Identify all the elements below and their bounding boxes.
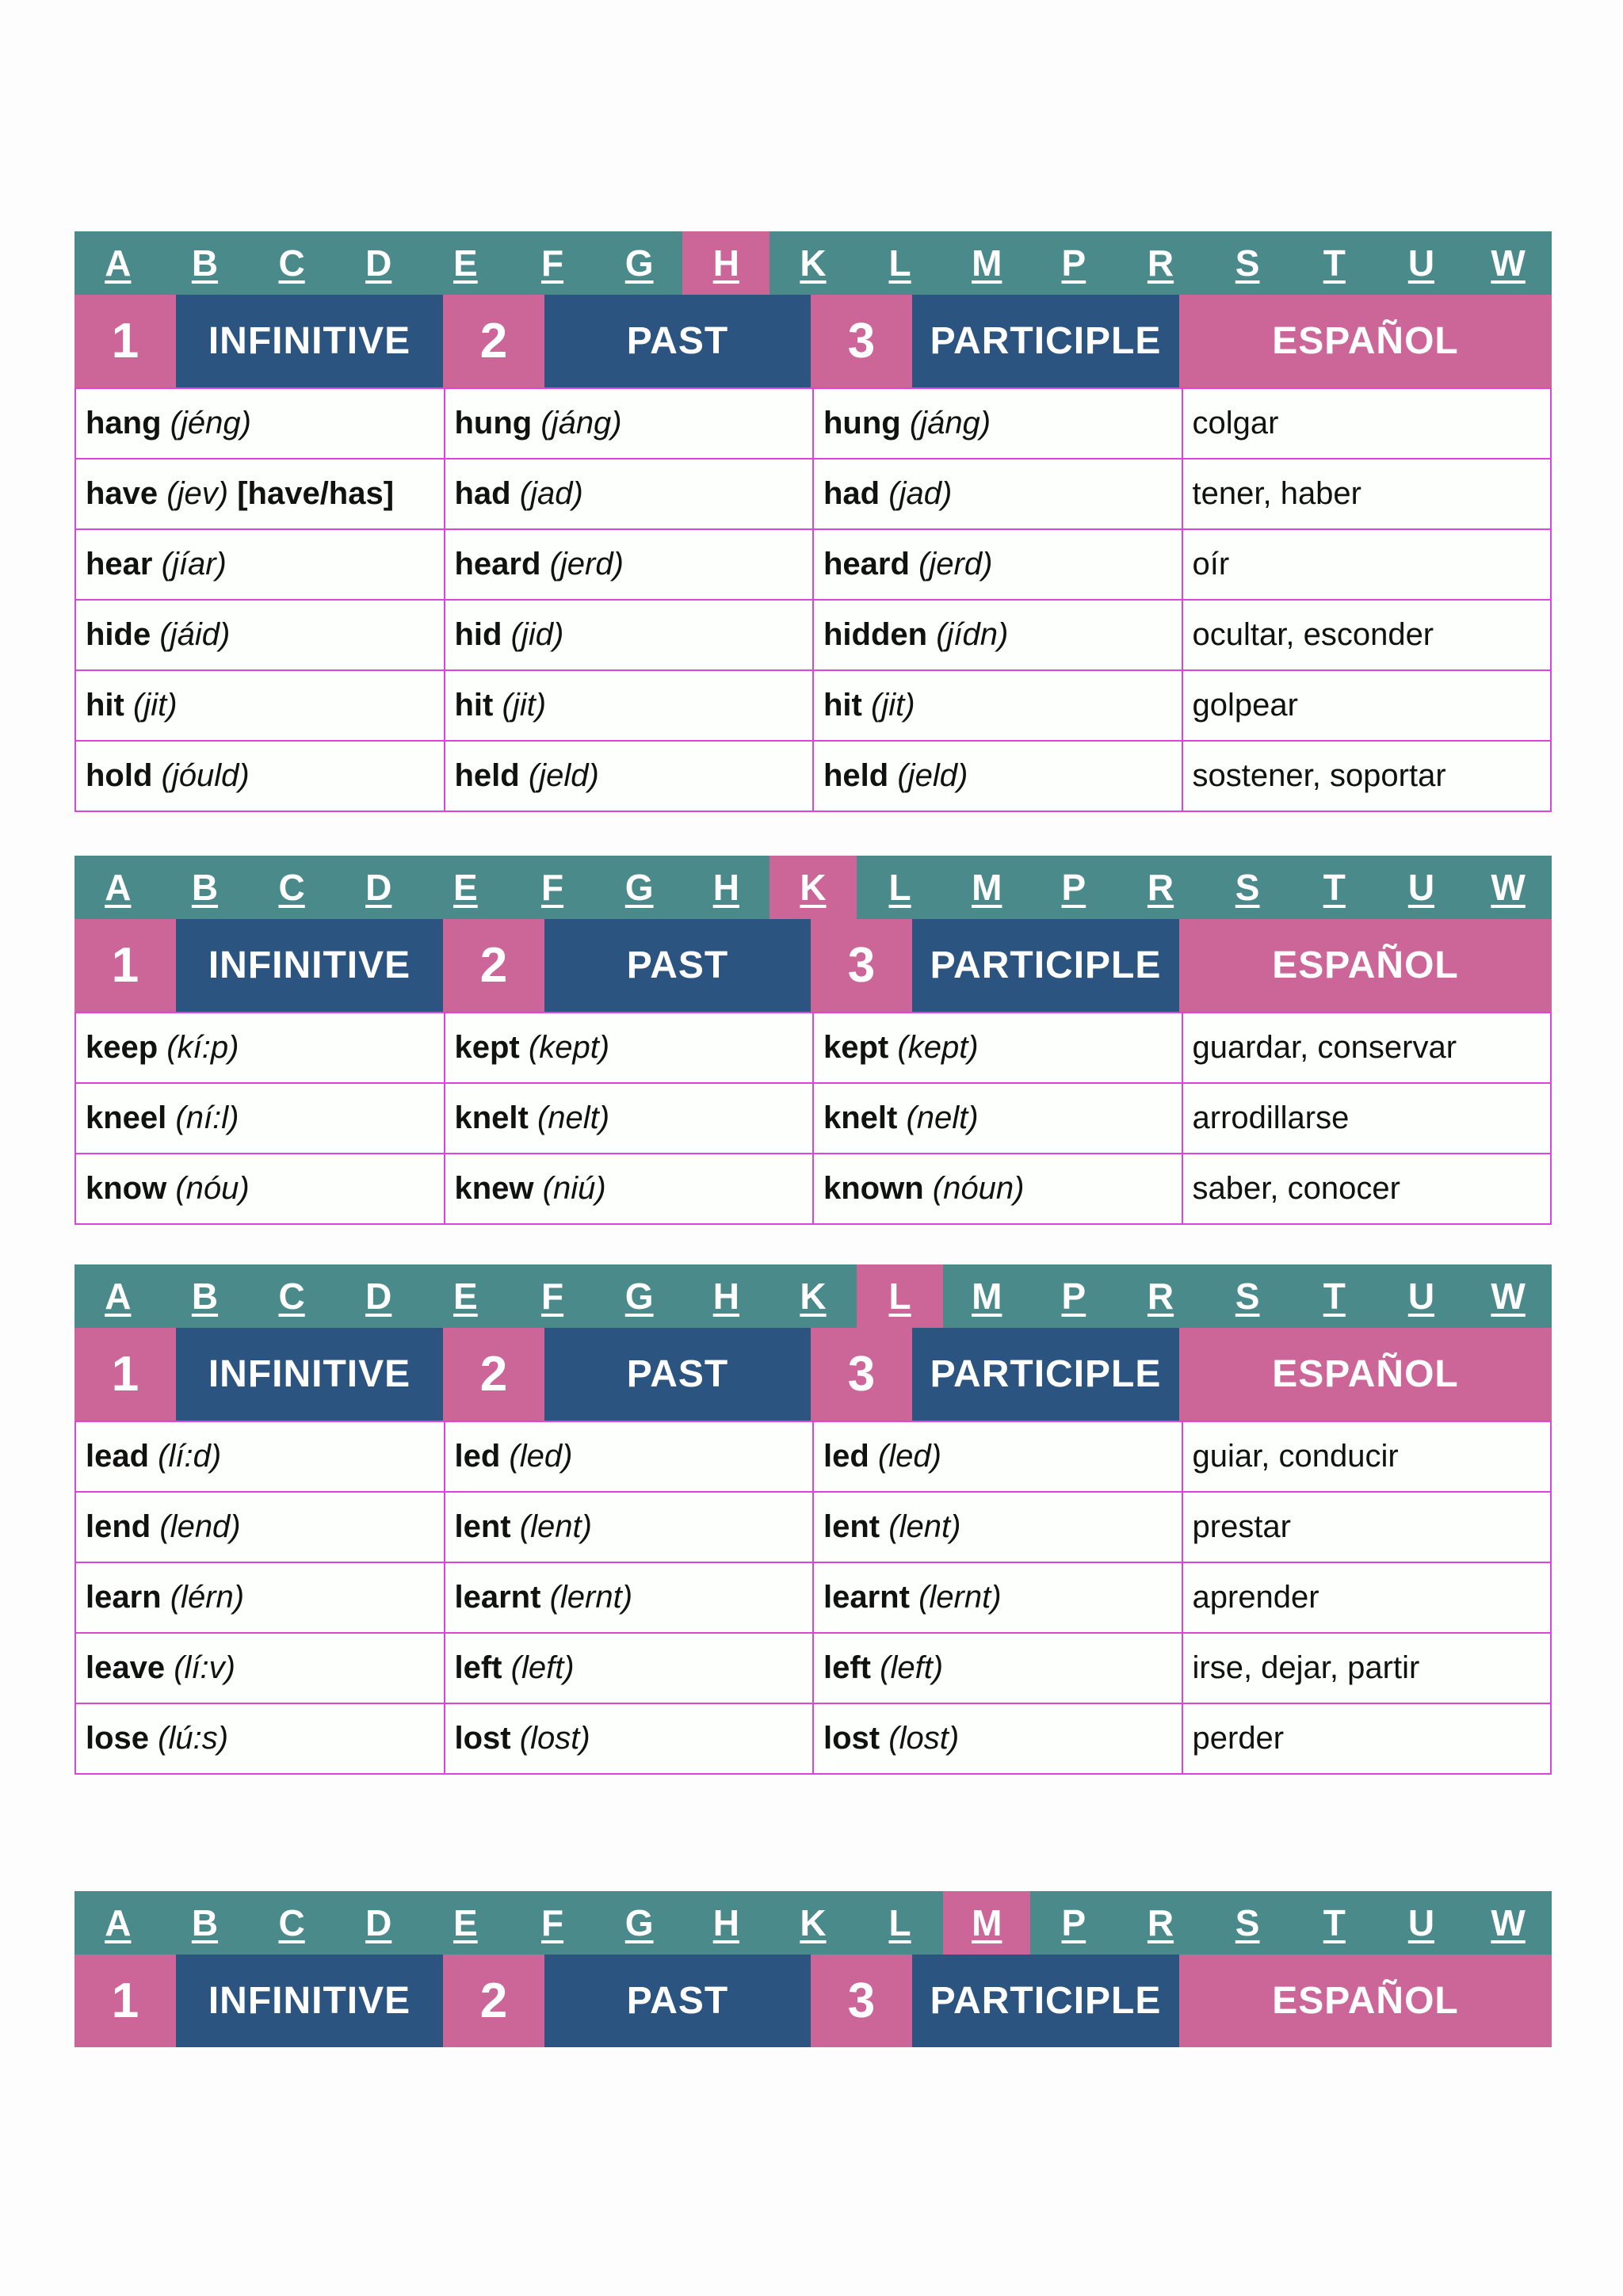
participle-cell [813, 1013, 1182, 1083]
header-infinitive: INFINITIVE [176, 295, 443, 387]
pronunciation: (jáng) [909, 406, 991, 441]
letter-link-w[interactable]: W [1491, 1902, 1526, 1943]
pronunciation: (lernt) [918, 1580, 1002, 1615]
pronunciation: (jev) [166, 476, 229, 511]
letter-link-u[interactable]: U [1407, 1902, 1435, 1943]
verb-word: hidden [823, 617, 928, 652]
letter-link-t[interactable]: T [1323, 242, 1346, 284]
letter-link-p[interactable]: P [1061, 242, 1086, 284]
espanol-cell: aprender [1182, 1562, 1552, 1633]
infinitive-cell [75, 1421, 445, 1492]
letter-link-g[interactable]: G [624, 1902, 654, 1943]
verb-word: lent [823, 1509, 880, 1544]
pronunciation: (jit) [871, 688, 915, 723]
infinitive-cell [75, 741, 445, 811]
pronunciation: (jit) [133, 688, 178, 723]
header-num-3: 3 [811, 919, 912, 1012]
verb-word: held [454, 758, 520, 793]
pronunciation: (lí:d) [158, 1439, 222, 1474]
verb-word: hide [86, 617, 151, 652]
past-cell [445, 1083, 814, 1154]
letter-link-m[interactable]: M [972, 867, 1002, 908]
pronunciation: (lent) [888, 1509, 961, 1544]
table-row [75, 670, 1551, 741]
pronunciation: (lost) [519, 1721, 590, 1756]
past-cell [445, 670, 814, 741]
verb-table [74, 1012, 1552, 1225]
table-row [75, 388, 1551, 459]
letter-link-m[interactable]: M [943, 1891, 1030, 1955]
espanol-cell: golpear [1182, 670, 1552, 741]
letter-link-k[interactable]: K [800, 1902, 827, 1943]
past-cell [445, 459, 814, 529]
letter-link-p[interactable]: P [1061, 1276, 1086, 1317]
letter-link-w[interactable]: W [1491, 242, 1526, 284]
pronunciation: (lí:v) [174, 1650, 235, 1685]
espanol-cell: irse, dejar, partir [1182, 1633, 1552, 1703]
letter-link-e[interactable]: E [453, 867, 478, 908]
letter-link-g[interactable]: G [624, 867, 654, 908]
pronunciation: (jídn) [936, 617, 1009, 652]
espanol-cell: guiar, conducir [1182, 1421, 1552, 1492]
past-cell [445, 388, 814, 459]
verb-word: leave [86, 1650, 166, 1685]
letter-link-d[interactable]: D [365, 1902, 392, 1943]
letter-link-r[interactable]: R [1147, 1276, 1174, 1317]
table-row [75, 1421, 1551, 1492]
verb-forms-note: [have/has] [237, 476, 395, 511]
infinitive-cell [75, 1562, 445, 1633]
verb-table [74, 387, 1552, 812]
infinitive-cell [75, 1154, 445, 1224]
letter-link-g[interactable]: G [624, 242, 654, 284]
letter-link-d[interactable]: D [365, 242, 392, 284]
letter-link-a[interactable]: A [105, 1276, 132, 1317]
letter-link-g[interactable]: G [624, 1276, 654, 1317]
verb-word: held [823, 758, 889, 793]
pronunciation: (nelt) [906, 1100, 979, 1135]
pronunciation: (jáid) [159, 617, 231, 652]
table-row [75, 1492, 1551, 1562]
pronunciation: (lernt) [549, 1580, 633, 1615]
infinitive-cell [75, 459, 445, 529]
espanol-cell: saber, conocer [1182, 1154, 1552, 1224]
pronunciation: (ní:l) [175, 1100, 239, 1135]
letter-link-h[interactable]: H [712, 1276, 739, 1317]
table-row [75, 459, 1551, 529]
pronunciation: (nóun) [932, 1171, 1025, 1206]
letter-link-m[interactable]: M [972, 1276, 1002, 1317]
letter-link-t[interactable]: T [1323, 1276, 1346, 1317]
header-num-2: 2 [443, 295, 544, 387]
letter-link-e[interactable]: E [453, 1902, 478, 1943]
participle-cell [813, 1633, 1182, 1703]
header-espanol: ESPAÑOL [1179, 295, 1552, 387]
participle-cell [813, 670, 1182, 741]
past-cell [445, 1492, 814, 1562]
past-cell [445, 741, 814, 811]
letter-link-a[interactable]: A [105, 867, 132, 908]
header-participle: PARTICIPLE [912, 919, 1179, 1012]
letter-link-u[interactable]: U [1407, 867, 1435, 908]
letter-link-e[interactable]: E [453, 242, 478, 284]
table-header [74, 295, 1552, 387]
header-infinitive: INFINITIVE [176, 1328, 443, 1421]
header-num-2: 2 [443, 1328, 544, 1421]
header-num-2: 2 [443, 1955, 544, 2047]
participle-cell [813, 1492, 1182, 1562]
table-header [74, 919, 1552, 1012]
verb-word: hang [86, 406, 162, 441]
verb-word: kneel [86, 1100, 167, 1135]
verb-word: had [823, 476, 880, 511]
past-cell [445, 1013, 814, 1083]
infinitive-cell [75, 529, 445, 600]
pronunciation: (jóuld) [161, 758, 250, 793]
participle-cell [813, 388, 1182, 459]
letter-link-h[interactable]: H [712, 1902, 739, 1943]
verb-word: led [823, 1439, 869, 1474]
letter-nav [74, 231, 1552, 295]
letter-link-f[interactable]: F [540, 1902, 564, 1943]
letter-link-l[interactable]: L [888, 1902, 911, 1943]
letter-link-s[interactable]: S [1235, 242, 1260, 284]
letter-link-s[interactable]: S [1235, 1902, 1260, 1943]
header-espanol: ESPAÑOL [1179, 1955, 1552, 2047]
letter-link-a[interactable]: A [105, 1902, 132, 1943]
pronunciation: (jad) [888, 476, 953, 511]
letter-link-l[interactable]: L [857, 1264, 944, 1328]
verb-word: knelt [823, 1100, 898, 1135]
verb-word: learnt [823, 1580, 910, 1615]
table-row [75, 1703, 1551, 1774]
espanol-cell: ocultar, esconder [1182, 600, 1552, 670]
table-row [75, 741, 1551, 811]
letter-link-k[interactable]: K [800, 1276, 827, 1317]
header-num-1: 1 [74, 295, 176, 387]
verb-word: known [823, 1171, 924, 1206]
participle-cell [813, 529, 1182, 600]
letter-link-w[interactable]: W [1491, 1276, 1526, 1317]
table-row [75, 1013, 1551, 1083]
letter-link-r[interactable]: R [1147, 242, 1174, 284]
header-infinitive: INFINITIVE [176, 919, 443, 1012]
header-num-3: 3 [811, 1328, 912, 1421]
participle-cell [813, 459, 1182, 529]
infinitive-cell [75, 1083, 445, 1154]
pronunciation: (lent) [519, 1509, 592, 1544]
header-past: PAST [544, 295, 811, 387]
letter-link-d[interactable]: D [365, 1276, 392, 1317]
verb-word: lost [823, 1721, 880, 1756]
letter-link-c[interactable]: C [278, 1902, 305, 1943]
pronunciation: (led) [877, 1439, 941, 1474]
verb-word: learnt [454, 1580, 541, 1615]
pronunciation: (nelt) [537, 1100, 610, 1135]
header-num-1: 1 [74, 919, 176, 1012]
espanol-cell: perder [1182, 1703, 1552, 1774]
letter-link-h[interactable]: H [712, 867, 739, 908]
pronunciation: (jerd) [549, 547, 624, 582]
infinitive-cell [75, 1703, 445, 1774]
past-cell [445, 1154, 814, 1224]
pronunciation: (jéng) [170, 406, 251, 441]
header-espanol: ESPAÑOL [1179, 1328, 1552, 1421]
letter-link-t[interactable]: T [1323, 1902, 1346, 1943]
table-header [74, 1328, 1552, 1421]
pronunciation: (jáng) [540, 406, 622, 441]
espanol-cell: guardar, conservar [1182, 1013, 1552, 1083]
infinitive-cell [75, 388, 445, 459]
pronunciation: (jit) [502, 688, 547, 723]
header-infinitive: INFINITIVE [176, 1955, 443, 2047]
verb-word: lost [454, 1721, 511, 1756]
header-num-1: 1 [74, 1955, 176, 2047]
past-cell [445, 600, 814, 670]
verb-word: hid [454, 617, 502, 652]
letter-link-w[interactable]: W [1491, 867, 1526, 908]
pronunciation: (lend) [159, 1509, 241, 1544]
pronunciation: (nóu) [175, 1171, 250, 1206]
verb-word: know [86, 1171, 167, 1206]
verb-word: hear [86, 547, 153, 582]
letter-link-u[interactable]: U [1407, 242, 1435, 284]
header-num-2: 2 [443, 919, 544, 1012]
participle-cell [813, 1421, 1182, 1492]
letter-link-p[interactable]: P [1061, 867, 1086, 908]
verb-word: heard [823, 547, 910, 582]
past-cell [445, 1562, 814, 1633]
table-row [75, 1562, 1551, 1633]
past-cell [445, 1703, 814, 1774]
verb-word: kept [454, 1030, 520, 1065]
header-num-3: 3 [811, 295, 912, 387]
letter-link-b[interactable]: B [191, 867, 219, 908]
table-row [75, 600, 1551, 670]
table-row [75, 1083, 1551, 1154]
pronunciation: (jíar) [161, 547, 227, 582]
header-participle: PARTICIPLE [912, 1328, 1179, 1421]
verb-table [74, 1421, 1552, 1775]
participle-cell [813, 1083, 1182, 1154]
verb-word: heard [454, 547, 541, 582]
pronunciation: (led) [509, 1439, 573, 1474]
pronunciation: (jid) [510, 617, 564, 652]
table-row [75, 1154, 1551, 1224]
verb-word: hit [454, 688, 494, 723]
letter-link-k[interactable]: K [769, 856, 857, 919]
letter-link-c[interactable]: C [278, 867, 305, 908]
espanol-cell: prestar [1182, 1492, 1552, 1562]
letter-link-l[interactable]: L [888, 867, 911, 908]
header-participle: PARTICIPLE [912, 295, 1179, 387]
verb-word: led [454, 1439, 501, 1474]
table-row [75, 529, 1551, 600]
verb-word: lose [86, 1721, 150, 1756]
section-h [74, 231, 1552, 812]
verb-word: lent [454, 1509, 511, 1544]
letter-link-t[interactable]: T [1323, 867, 1346, 908]
verb-word: left [454, 1650, 502, 1685]
letter-nav [74, 1264, 1552, 1328]
letter-link-c[interactable]: C [278, 1276, 305, 1317]
verb-word: hung [454, 406, 533, 441]
pronunciation: (lú:s) [158, 1721, 229, 1756]
header-num-1: 1 [74, 1328, 176, 1421]
espanol-cell: sostener, soportar [1182, 741, 1552, 811]
pronunciation: (left) [510, 1650, 575, 1685]
pronunciation: (left) [880, 1650, 944, 1685]
verb-word: hung [823, 406, 901, 441]
verb-word: hit [823, 688, 862, 723]
pronunciation: (jeld) [897, 758, 968, 793]
letter-link-b[interactable]: B [191, 242, 219, 284]
espanol-cell: tener, haber [1182, 459, 1552, 529]
pronunciation: (kept) [528, 1030, 610, 1065]
letter-link-m[interactable]: M [972, 242, 1002, 284]
infinitive-cell [75, 600, 445, 670]
letter-link-r[interactable]: R [1147, 1902, 1174, 1943]
verb-word: had [454, 476, 511, 511]
letter-nav [74, 1891, 1552, 1955]
infinitive-cell [75, 1492, 445, 1562]
pronunciation: (niú) [542, 1171, 606, 1206]
letter-link-c[interactable]: C [278, 242, 305, 284]
header-past: PAST [544, 1955, 811, 2047]
letter-link-s[interactable]: S [1235, 867, 1260, 908]
letter-link-b[interactable]: B [191, 1276, 219, 1317]
verb-word: knew [454, 1171, 534, 1206]
past-cell [445, 1421, 814, 1492]
header-past: PAST [544, 919, 811, 1012]
verb-word: hit [86, 688, 124, 723]
verb-word: lead [86, 1439, 150, 1474]
pronunciation: (jeld) [528, 758, 599, 793]
past-cell [445, 529, 814, 600]
verb-word: have [86, 476, 158, 511]
letter-link-a[interactable]: A [105, 242, 132, 284]
table-row [75, 1633, 1551, 1703]
letter-link-l[interactable]: L [888, 242, 911, 284]
letter-link-f[interactable]: F [540, 867, 564, 908]
table-header [74, 1955, 1552, 2047]
header-participle: PARTICIPLE [912, 1955, 1179, 2047]
section-k [74, 856, 1552, 1225]
letter-link-p[interactable]: P [1061, 1902, 1086, 1943]
pronunciation: (jerd) [918, 547, 993, 582]
verb-word: keep [86, 1030, 158, 1065]
header-espanol: ESPAÑOL [1179, 919, 1552, 1012]
infinitive-cell [75, 670, 445, 741]
letter-link-f[interactable]: F [540, 1276, 564, 1317]
pronunciation: (kept) [897, 1030, 979, 1065]
participle-cell [813, 1703, 1182, 1774]
header-num-3: 3 [811, 1955, 912, 2047]
pronunciation: (lérn) [170, 1580, 245, 1615]
espanol-cell: oír [1182, 529, 1552, 600]
espanol-cell: colgar [1182, 388, 1552, 459]
section-m [74, 1891, 1552, 2047]
letter-link-h[interactable]: H [682, 231, 769, 295]
participle-cell [813, 1562, 1182, 1633]
letter-link-d[interactable]: D [365, 867, 392, 908]
verb-word: hold [86, 758, 153, 793]
letter-link-k[interactable]: K [800, 242, 827, 284]
verb-word: knelt [454, 1100, 529, 1135]
section-l [74, 1264, 1552, 1775]
participle-cell [813, 600, 1182, 670]
verb-word: learn [86, 1580, 162, 1615]
letter-link-r[interactable]: R [1147, 867, 1174, 908]
letter-link-e[interactable]: E [453, 1276, 478, 1317]
verb-word: lend [86, 1509, 151, 1544]
verb-word: kept [823, 1030, 889, 1065]
espanol-cell: arrodillarse [1182, 1083, 1552, 1154]
pronunciation: (jad) [519, 476, 583, 511]
letter-link-b[interactable]: B [191, 1902, 219, 1943]
letter-link-s[interactable]: S [1235, 1276, 1260, 1317]
header-past: PAST [544, 1328, 811, 1421]
letter-link-f[interactable]: F [540, 242, 564, 284]
letter-nav [74, 856, 1552, 919]
letter-link-u[interactable]: U [1407, 1276, 1435, 1317]
verb-word: left [823, 1650, 871, 1685]
infinitive-cell [75, 1633, 445, 1703]
pronunciation: (lost) [888, 1721, 960, 1756]
infinitive-cell [75, 1013, 445, 1083]
participle-cell [813, 1154, 1182, 1224]
pronunciation: (kí:p) [166, 1030, 239, 1065]
participle-cell [813, 741, 1182, 811]
past-cell [445, 1633, 814, 1703]
